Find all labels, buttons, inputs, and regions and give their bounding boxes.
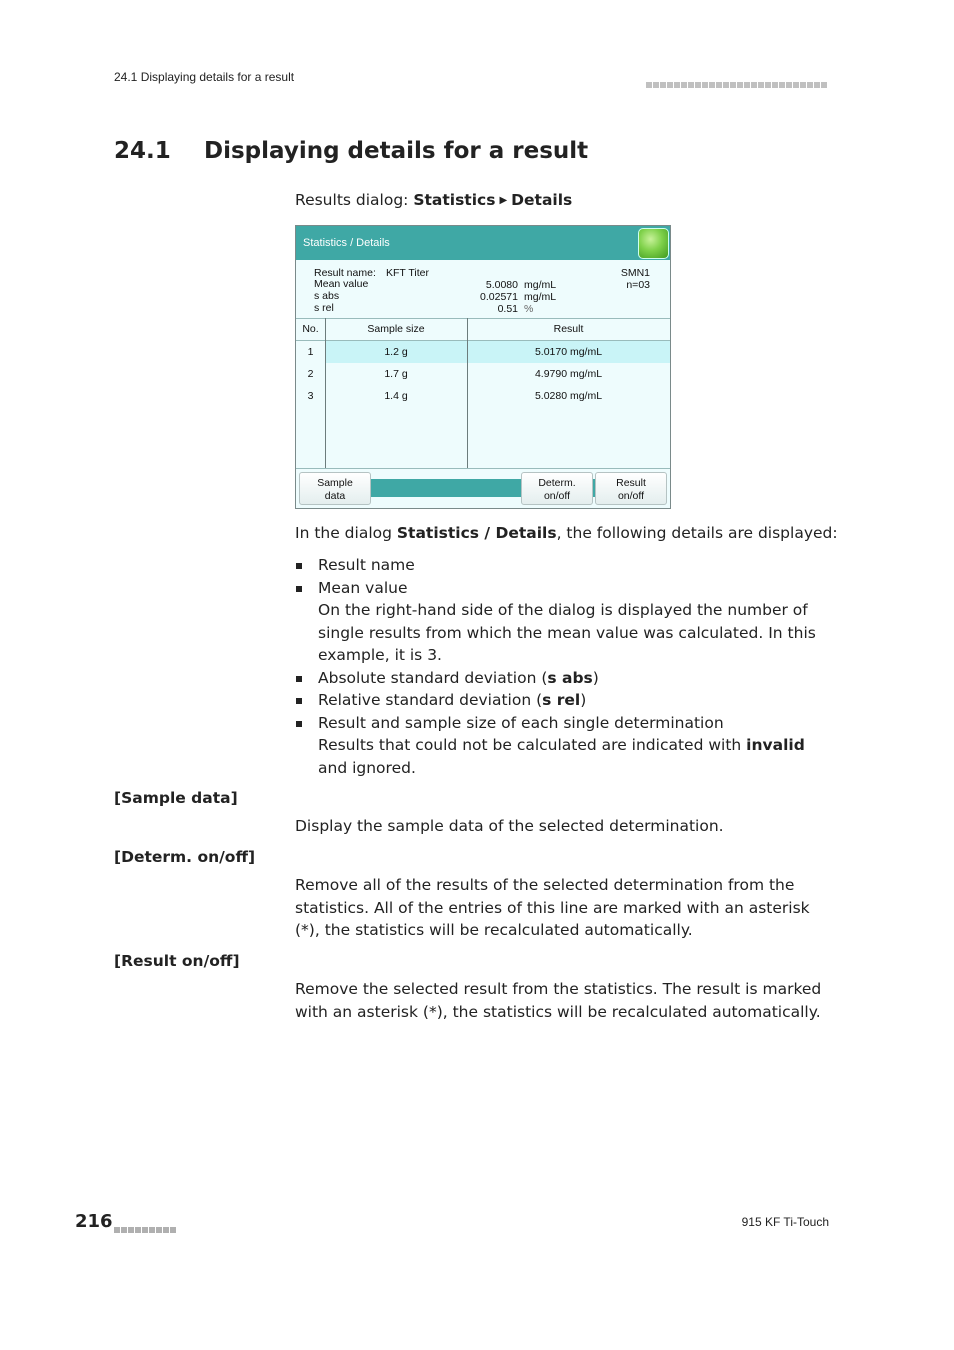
row-result: 4.9790 mg/mL [534, 368, 603, 380]
bullet-icon [296, 676, 302, 682]
sample-data-button[interactable]: Sample data [299, 472, 371, 505]
result-name-value: KFT Titer [386, 267, 429, 279]
intro-paragraph: In the dialog Statistics / Details, the following details are displayed: [295, 524, 838, 542]
path-step-statistics: Statistics [413, 191, 496, 209]
table-row[interactable] [296, 385, 670, 407]
statistics-summary [296, 260, 670, 319]
section-heading [114, 138, 588, 164]
dialog-button-bar [296, 468, 670, 509]
running-header: 24.1 Displaying details for a result [114, 70, 295, 84]
product-name: 915 KF Ti-Touch [741, 1215, 829, 1229]
row-no: 2 [307, 368, 314, 380]
statistics-details-dialog [295, 225, 671, 509]
s-rel-unit: % [524, 303, 534, 315]
term-determ-onoff-description: Remove all of the results of the selected determination from the statistics. All of the entries of this line are marked with an asterisk (*), the statistics will be recalculated automatically. [295, 876, 810, 939]
page-number: 216 [75, 1211, 113, 1232]
row-no: 1 [307, 346, 314, 358]
list-item: Result name [296, 554, 830, 577]
result-onoff-button[interactable]: Result on/off [595, 472, 667, 505]
bullet-icon [296, 586, 302, 592]
list-item: Result and sample size of each single determination Results that could not be calculated are indicated with invalid and ignored. [296, 712, 830, 780]
column-header-sample-size: Sample size [325, 318, 467, 341]
row-result: 5.0170 mg/mL [534, 346, 603, 358]
column-header-result: Result [467, 318, 670, 341]
column-header-no: No. [296, 318, 325, 341]
row-sample-size: 1.2 g [384, 346, 408, 358]
s-abs-value: 0.02571 [480, 291, 518, 303]
column-divider [325, 318, 326, 468]
menu-path [295, 189, 572, 213]
s-abs-unit: mg/mL [524, 291, 557, 303]
s-rel-value: 0.51 [497, 303, 518, 315]
bullet-icon [296, 563, 302, 569]
section-number: 24.1 [114, 138, 171, 164]
path-prefix: Results dialog: [295, 191, 414, 209]
path-step-details: Details [511, 191, 573, 209]
table-row[interactable] [296, 341, 670, 363]
bullet-icon [296, 698, 302, 704]
dialog-title: Statistics / Details [303, 237, 390, 249]
footer-decoration [114, 1218, 177, 1237]
path-arrow-icon: ▶ [499, 195, 508, 206]
header-decoration [646, 73, 828, 92]
sample-count: n=03 [626, 279, 650, 291]
dialog-titlebar [296, 226, 670, 260]
column-divider [467, 318, 468, 468]
method-id: SMN1 [620, 267, 650, 279]
table-row[interactable] [296, 363, 670, 385]
mean-value: 5.0080 [485, 279, 518, 291]
mean-unit: mg/mL [524, 279, 557, 291]
row-sample-size: 1.7 g [384, 368, 408, 380]
term-determ-onoff: [Determ. on/off] [114, 848, 256, 866]
term-sample-data: [Sample data] [114, 789, 238, 807]
list-item: Relative standard deviation (s rel) [296, 689, 830, 712]
term-result-onoff: [Result on/off] [114, 952, 240, 970]
section-title: Displaying details for a result [204, 138, 589, 164]
determ-onoff-button[interactable]: Determ. on/off [521, 472, 593, 505]
mean-value-label: Mean value [314, 278, 369, 290]
result-name-label: Result name: [314, 267, 376, 279]
list-item: Absolute standard deviation (s abs) [296, 667, 830, 690]
s-rel-label: s rel [314, 302, 334, 314]
term-result-onoff-description: Remove the selected result from the statistics. The result is marked with an asterisk (*), the statistics will be recalculated automatically. [295, 980, 822, 1021]
s-abs-label: s abs [314, 290, 340, 302]
row-sample-size: 1.4 g [384, 390, 408, 402]
home-button[interactable] [638, 228, 669, 259]
term-sample-data-description: Display the sample data of the selected determination. [295, 817, 724, 835]
row-no: 3 [307, 390, 314, 402]
row-result: 5.0280 mg/mL [534, 390, 603, 402]
list-item: Mean value On the right-hand side of the dialog is displayed the number of single results from which the mean value was calculated. In this example, it is 3. [296, 577, 830, 667]
bullet-icon [296, 721, 302, 727]
details-list [296, 554, 830, 779]
